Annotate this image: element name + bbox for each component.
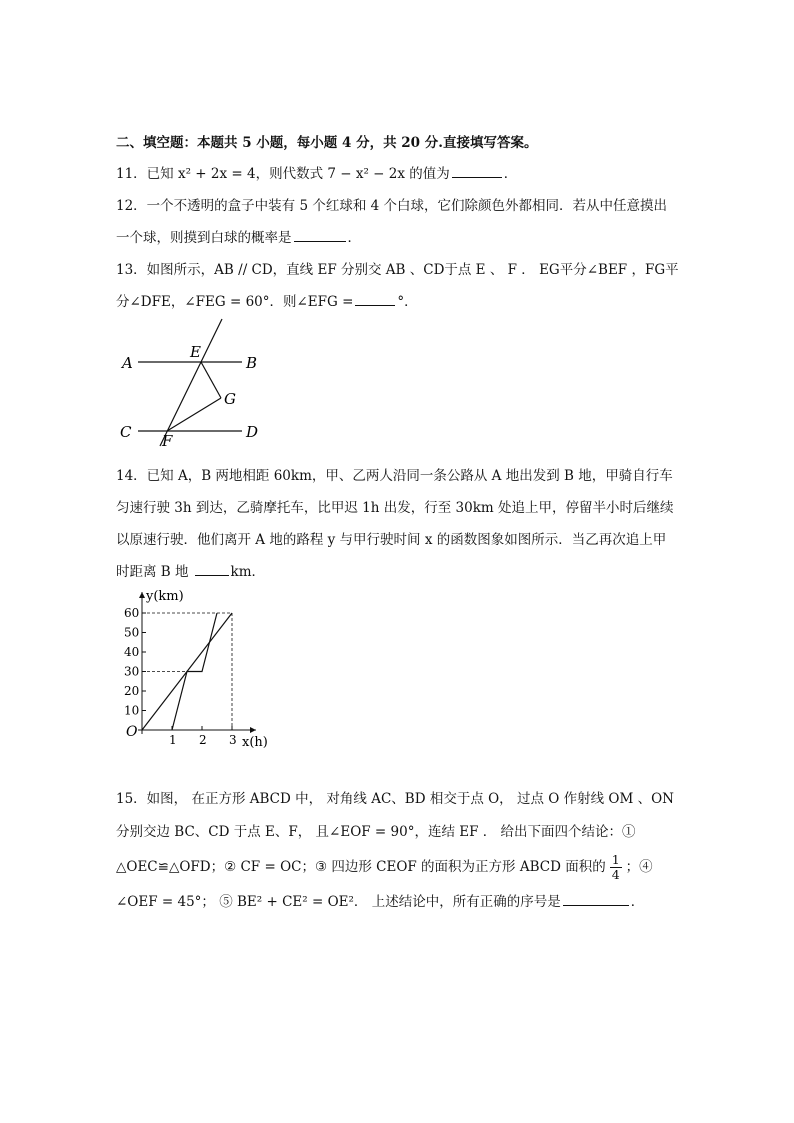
question-12-end: ． — [347, 230, 361, 246]
question-15-conclusions-b: ；④ — [625, 859, 653, 875]
origin-label: O — [126, 724, 138, 740]
question-15-line-2: 分别交边 BC、CD 于点 E、F， 且∠EOF = 90°，连结 EF ． 给出下面四个结论：① — [116, 824, 636, 840]
y-axis-arrow — [139, 592, 145, 598]
label-c: C — [120, 423, 132, 441]
question-12-line-2 — [116, 229, 361, 247]
section-title: 二、填空题：本题共 5 小题，每小题 4 分，共 20 分.直接填写答案。 — [116, 135, 538, 151]
label-e: E — [190, 343, 201, 361]
label-f: F — [162, 432, 173, 450]
x-tick-label-3: 3 — [229, 733, 237, 747]
question-15-end: ． — [630, 894, 645, 910]
y-tick-label-30: 30 — [124, 664, 140, 679]
question-15-line-4 — [116, 893, 644, 911]
y-tick-label-20: 20 — [124, 684, 140, 698]
question-15-text: ∠OEF = 45°； ⑤ BE² + CE² = OE²． 上述结论中，所有正确的序号是 — [116, 894, 561, 910]
geometry-figure-parallel-lines — [112, 315, 272, 450]
x-axis-arrow — [250, 727, 256, 733]
question-13-line-1: 13．如图所示，AB // CD，直线 EF 分别交 AB 、CD于点 E 、 F ． EG平分∠BEF ，FG平 — [116, 262, 679, 278]
question-13-end: °． — [397, 294, 418, 310]
question-14-line-2: 匀速行驶 3h 到达，乙骑摩托车，比甲迟 1h 出发，行至 30km 处追上甲，停留半小时后继续 — [116, 500, 674, 516]
question-15-line-3 — [116, 851, 653, 883]
answer-blank-14[interactable] — [195, 563, 229, 576]
label-g: G — [224, 390, 236, 408]
question-14-line-4 — [116, 563, 265, 581]
question-13-line-2 — [116, 293, 418, 311]
fraction-one-quarter — [610, 853, 622, 882]
question-13-text: 分∠DFE，∠FEG = 60°．则∠EFG = — [116, 294, 354, 310]
x-tick-label-2: 2 — [199, 733, 207, 747]
segment-eg — [201, 362, 221, 398]
answer-blank-11[interactable] — [452, 165, 502, 178]
y-tick-label-40: 40 — [124, 645, 140, 659]
label-b: B — [246, 354, 258, 372]
answer-blank-13[interactable] — [355, 293, 395, 306]
question-12-line-1: 12．一个不透明的盒子中装有 5 个红球和 4 个白球，它们除颜色外都相同．若从中任意摸出 — [116, 198, 668, 214]
question-11-text: 11．已知 x² + 2x = 4，则代数式 7 − x² − 2x 的值为 — [116, 166, 450, 182]
question-14-line-3: 以原速行驶．他们离开 A 地的路程 y 与甲行驶时间 x 的函数图象如图所示．当乙再次追上甲 — [116, 532, 667, 548]
question-15-line-1: 15．如图， 在正方形 ABCD 中， 对角线 AC、BD 相交于点 O， 过点 O 作射线 OM 、ON — [116, 791, 674, 807]
label-a: A — [122, 354, 133, 372]
question-14-end: km． — [230, 564, 265, 580]
answer-blank-15[interactable] — [563, 893, 629, 906]
y-tick-label-10: 10 — [124, 703, 140, 718]
answer-blank-12[interactable] — [294, 229, 346, 242]
question-12-text: 一个球，则摸到白球的概率是 — [116, 230, 292, 246]
question-14-text: 时距离 B 地 — [116, 564, 189, 580]
x-tick-label-1: 1 — [169, 733, 177, 747]
chart-series — [142, 613, 232, 730]
question-15-conclusions-a: △OEC≌△OFD；② CF = OC；③ 四边形 CEOF 的面积为正方形 ABCD 面积的 — [116, 859, 606, 875]
x-axis-label: x(h) — [242, 735, 268, 750]
question-11 — [116, 165, 517, 183]
question-14-line-1: 14．已知 A，B 两地相距 60km，甲、乙两人沿同一条公路从 A 地出发到 B 地，甲骑自行车 — [116, 468, 673, 484]
fraction-numerator: 1 — [611, 852, 620, 867]
question-11-end: ． — [503, 166, 518, 182]
label-d: D — [246, 423, 259, 441]
y-axis-label: y(km) — [146, 589, 184, 604]
y-tick-label-60: 60 — [124, 606, 140, 620]
distance-time-chart — [112, 584, 282, 754]
y-tick-label-50: 50 — [124, 625, 140, 640]
fraction-denominator: 4 — [611, 867, 620, 882]
